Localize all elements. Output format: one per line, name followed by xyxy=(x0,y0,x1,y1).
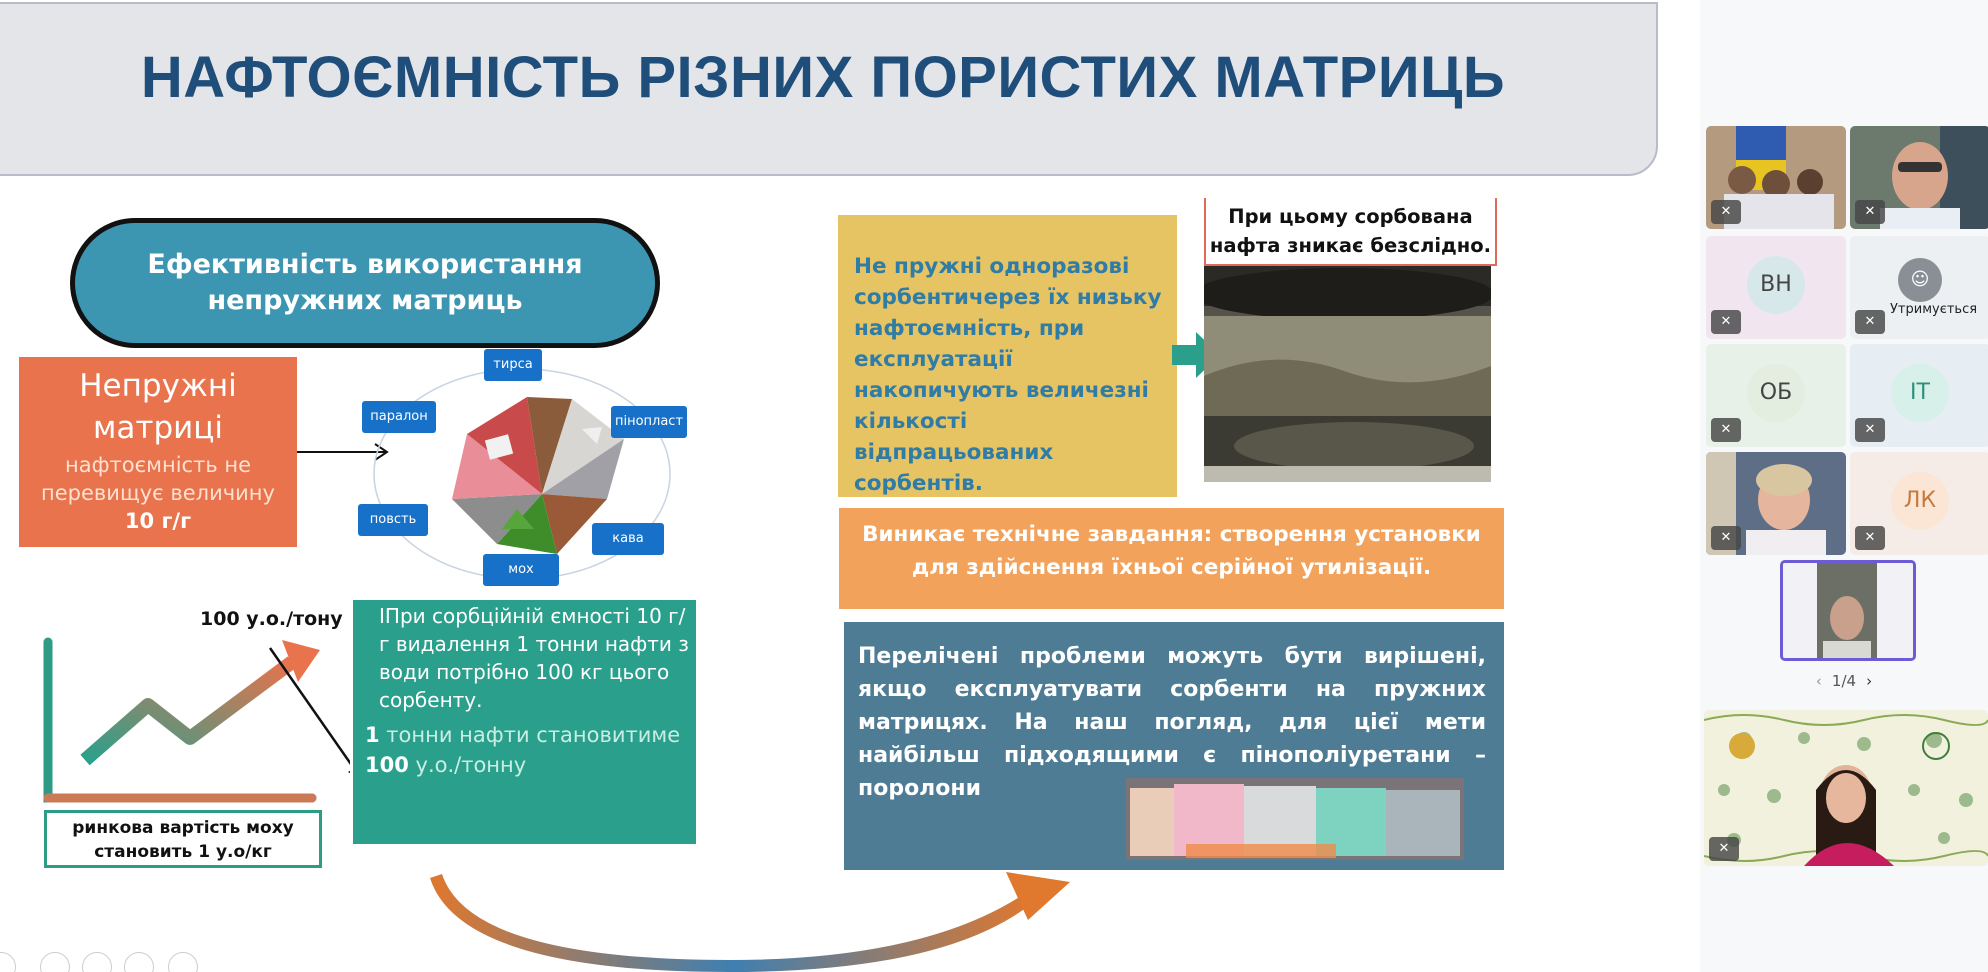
solution-box xyxy=(844,622,1504,870)
tag-moss: мох xyxy=(483,554,559,586)
cost-end: у.о./тонну xyxy=(408,753,527,777)
participant-tile-it[interactable] xyxy=(1850,344,1988,447)
participant-tile-host-video[interactable] xyxy=(1850,126,1988,229)
slide-title-bar xyxy=(0,2,1658,176)
sorbent-calculation-text: ІПри сорбційній ємності 10 г/г видалення 1 тонни нафти з води потрібно 100 кг цього сорбенту. xyxy=(379,604,689,712)
slide-title: НАФТОЄМНІСТЬ РІЗНИХ ПОРИСТИХ МАТРИЦЬ xyxy=(140,45,1506,110)
avatar-vn: ВН xyxy=(1747,256,1805,314)
foam-sponges-image xyxy=(1126,778,1464,860)
mic-off-icon: ✕ xyxy=(1855,418,1885,442)
tag-sawdust: тирса xyxy=(484,349,542,381)
participant-tile-woman-video[interactable] xyxy=(1706,452,1846,555)
chevron-left-icon[interactable]: ‹ xyxy=(1815,672,1822,690)
mic-off-icon: ✕ xyxy=(1711,200,1741,224)
participant-tile-active-speaker[interactable] xyxy=(1780,560,1916,661)
mic-off-icon: ✕ xyxy=(1855,310,1885,334)
oil-sample-image xyxy=(1204,266,1491,482)
price-growth-graphic xyxy=(30,600,350,820)
more-icon[interactable] xyxy=(168,952,198,972)
pen-icon[interactable] xyxy=(40,952,70,972)
slide-toolbar xyxy=(0,948,220,972)
price-per-ton-label: 100 у.о./тону xyxy=(200,608,343,630)
cost-num-2: 100 xyxy=(365,753,409,777)
tag-felt: повсть xyxy=(358,504,428,536)
inelastic-matrices-box xyxy=(19,357,297,547)
person-icon: ☺ xyxy=(1898,258,1942,302)
abstain-label: Утримується xyxy=(1890,302,1978,317)
avatar-it: ІТ xyxy=(1891,364,1949,422)
participant-tile-presenter[interactable] xyxy=(1704,710,1988,866)
sorbent-cost-text xyxy=(365,720,695,780)
image-icon[interactable] xyxy=(82,952,112,972)
participant-tile-vn[interactable] xyxy=(1706,236,1846,339)
cost-mid: тонни нафти становитиме xyxy=(379,723,681,747)
oil-sample-photo xyxy=(1204,266,1491,482)
sorbent-materials-diagram xyxy=(352,349,687,591)
participant-video xyxy=(1704,710,1988,866)
tag-foam-rubber: паралон xyxy=(362,401,436,433)
participant-tile-ob[interactable] xyxy=(1706,344,1846,447)
disposable-sorbents-box xyxy=(838,215,1177,497)
mic-off-icon: ✕ xyxy=(1711,418,1741,442)
page-indicator: 1/4 xyxy=(1831,672,1857,690)
participants-panel xyxy=(1700,0,1988,972)
participant-pager xyxy=(1700,672,1988,690)
avatar-lk: ЛК xyxy=(1891,472,1949,530)
participant-tile-abstain[interactable] xyxy=(1850,236,1988,339)
technical-task-box: Виникає технічне завдання: створення установки для здійснення їхньої серійної утилізації. xyxy=(839,508,1504,609)
avatar-ob: ОБ xyxy=(1747,364,1805,422)
tag-polystyrene: пінопласт xyxy=(611,406,687,438)
participant-tile-group-video[interactable] xyxy=(1706,126,1846,229)
moss-market-price: ринкова вартість моху становить 1 у.о/кг xyxy=(44,810,322,868)
mic-off-icon: ✕ xyxy=(1711,310,1741,334)
mic-off-icon: ✕ xyxy=(1855,200,1885,224)
play-icon[interactable] xyxy=(0,952,16,972)
zoom-icon[interactable] xyxy=(124,952,154,972)
participant-tile-lk[interactable] xyxy=(1850,452,1988,555)
participant-video xyxy=(1783,563,1913,658)
mic-off-icon: ✕ xyxy=(1711,526,1741,550)
photo-caption: При цьому сорбована нафта зникає безслідно. xyxy=(1204,198,1497,266)
solution-text: Перелічені проблеми можуть бути вирішені, якщо експлуатувати сорбенти на пружних матрицях. На наш погляд, для цієї мети найбільш підходящими є пінополіуретани – поролони xyxy=(858,644,1486,801)
mic-off-icon: ✕ xyxy=(1855,526,1885,550)
disposable-sorbents-text: Не пружні одноразові сорбентичерез їх низьку нафтоємність, при експлуатації накопичують величезні кількості відпрацьованих сорбентів. xyxy=(854,254,1162,496)
efficiency-heading: Ефективність використання непружних матриць xyxy=(70,218,660,348)
inelastic-matrices-title: Непружні матриці xyxy=(79,368,237,446)
tag-coffee: кава xyxy=(592,523,664,555)
sorbent-calculation-box xyxy=(353,600,696,844)
process-arrow-curve-icon xyxy=(430,860,1070,972)
chevron-right-icon[interactable]: › xyxy=(1866,672,1873,690)
oil-capacity-text: нафтоємність не перевищує величину xyxy=(41,453,275,505)
mic-off-icon: ✕ xyxy=(1709,837,1739,861)
oil-capacity-value: 10 г/г xyxy=(124,509,192,533)
oil-capacity-note xyxy=(19,451,297,535)
cost-num-1: 1 xyxy=(365,723,380,747)
